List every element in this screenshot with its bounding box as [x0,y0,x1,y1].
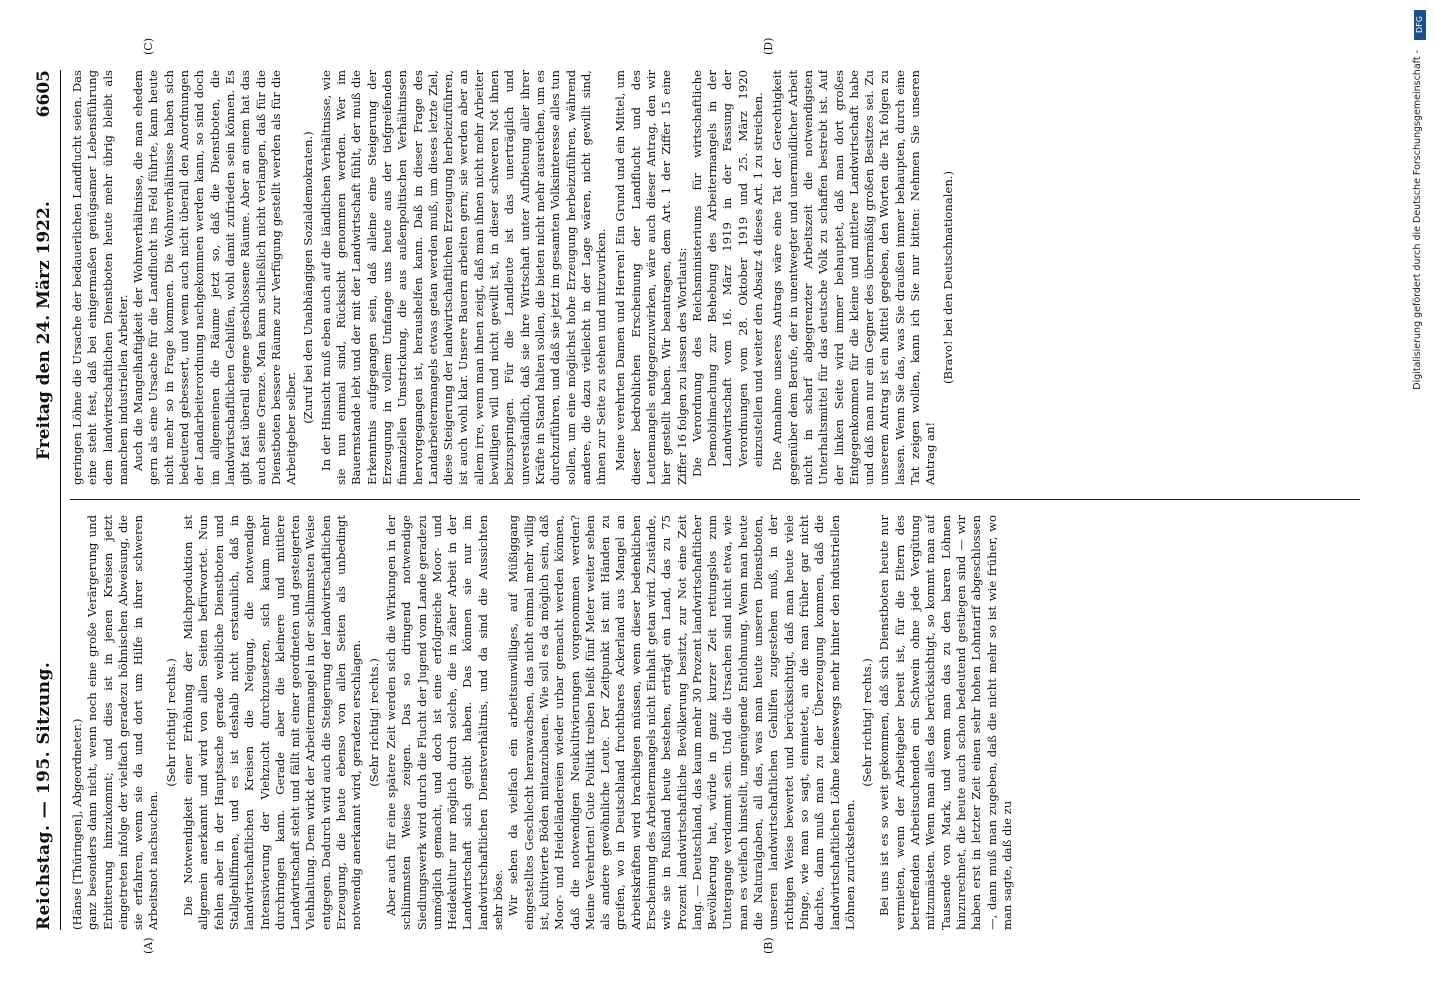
paragraph: Meine verehrten Damen und Herren! Ein Grund und ein Mittel, um dieser bedrohlichen Erscheinung der Landflucht und des Leutemangels entgegenzuwirken, wäre auch dieser Antrag, den wir hier gestellt haben. Wir beantragen, dem Art. 1 der Ziffer 15 eine Ziffer 16 folgen zu lassen des Wortlauts: [613,70,689,485]
row-marker-b: (B) [762,937,775,954]
interjection: (Sehr richtig! rechts.) [366,658,381,787]
interjection: (Bravo! bei den Deutschnationalen.) [940,170,955,385]
digitization-credit [1412,10,1428,990]
paragraph: Bei uns ist es so weit gekommen, daß sich Dienstboten heute nur vermieten, wenn der Arbeitgeber bereit ist, für die Eltern des betreffenden Arbeitsuchenden ein Schwein ohne jede Vergütung mitzumästen. Wenn man alles das berücksichtigt, so kommt man auf Tausende von Mark, und wenn man das zu den baren Löhnen hinzurechnet, die heute auch schon bedeutend gestiegen sind — wir haben erst in letzter Zeit einen sehr hohen Lohntarif abgeschlossen —, dann muß man zugeben, daß die nicht mehr so ist wie früher, wo man sagte, daß die zu [877,515,1014,930]
quoted-motion: Die Verordnung des Reichsministeriums für wirtschaftliche Demobilmachung zur Behebung des Arbeitermangels in der Landwirtschaft vom 16. März 1919 in der Fassung der Verordnungen vom 28. Oktober 1919 und 25. März 1920 einzustellen und weiter den Absatz 4 dieses Art. 1 zu streichen. [689,70,766,477]
row-marker-a: (A) [142,937,155,954]
header-date: Freitag den 24. März 1922. [34,201,54,460]
column-divider [70,499,1360,500]
paragraph: In der Hinsicht muß eben auch auf die ländlichen Verhältnisse, wie sie nun einmal sind, Rücksicht genommen werden. Wer im Bauernstande lebt und der mit der Landwirtschaft fühlt, der muß die Erkenntnis aufgegangen sein, daß alleine eine Steigerung der Erzeugung in vollem Umfange uns heute aus der tiefgreifenden finanziellen Umstrickung, die aus außenpolitischen Verhältnissen hervorgegangen ist, heraushelfen kann. Daß in dieser Frage des Landarbeitermangels etwas getan werden muß, um dieses letzte Ziel, diese Steigerung der landwirtschaftlichen Erzeugung herbeizuführen, ist auch wohl klar. Unsere Bauern arbeiten gern; sie werden aber an allem irre, wenn man ihnen zeigt, daß man ihnen nicht mehr Arbeiter bewilligen will und nicht gewillt ist, in dieser schweren Not ihnen beizuspringen. Für die Landleute ist das unerträglich und unverständlich, daß sie ihre Wirtschaft unter Aufbietung aller ihrer Kräfte in Stand halten sollen, die bieten nicht mehr ausreichen, um es durchzuführen, und daß sie jetzt im gesamten Volksinteresse alles tun sollen, um eine möglichst hohe Erzeugung herbeizuführen, während andere, die dazu vielleicht in der Lage wären, nicht gewillt sind, ihnen zur Seite zu stehen und mitzuwirken. [318,70,609,485]
paragraph: Wir sehen da vielfach ein arbeitsunwilliges, auf Müßiggang eingestelltes Geschlecht heranwachsen, das nicht einmal mehr willig ist, kultivierte Böden mitanzubauen. Wie soll es da möglich sein, daß Moor- und Heideländereien wieder urbar gemacht werden können, daß die notwendigen Neukultivierungen vorgenommen werden? Meine Verehrten! Gute Politik treiben heißt fünf Meter weiter sehen als andere gewöhnliche Leute. Der Zeitpunkt ist mit Händen zu greifen, wo in Deutschland fruchtbares Ackerland aus Mangel an Arbeitskräften wird brachliegen müssen, wenn dieser bedenklichen Erscheinung des Arbeitermangels nicht Einhalt getan wird. Zustände, wie sie in Rußland heute bestehen, erträgt ein Land, das zu 75 Prozent landwirtschaftliche Bevölkerung besitzt, zur Not eine Zeit lang. — Deutschland, das kaum mehr 30 Prozent landwirtschaftlicher Bevölkerung hat, würde in ganz kurzer Zeit rettungslos zum Untergange verdammt sein. Und die Ursachen sind nicht etwa, wie man es vielfach hinstellt, ungenügende Entlohnung. Wenn man heute die Naturalgaben, all das, was man heute unseren Dienstboten, unseren landwirtschaftlichen Gehilfen zugestehen muß, in der richtigen Weise bewertet und berücksichtigt, daß man heute viele Dinge, wie man so sagt, einmietet, an die man früher gar nicht dachte, dann muß man zu der Überzeugung kommen, daß die landwirtschaftlichen Löhne keineswegs mehr hinter den industriellen Löhnen zurückstehen. [506,515,857,930]
speaker-line: (Hänse [Thüringen], Abgeordneter.) [70,718,84,930]
interjection: (Sehr richtig! rechts.) [860,658,875,787]
rotated-page [12,0,1407,1000]
left-column [70,515,1360,930]
paragraph: Die Notwendigkeit einer Erhöhung der Milchproduktion ist allgemein anerkannt und wird von allen Seiten befürwortet. Nun fehlen aber in der Hauptsache gerade weibliche Dienstboten und Stallgehilfinnen, und es ist deshalb nicht erstaunlich, daß in landwirtschaftlichen Kreisen die Neigung, die notwendige Intensivierung der Viehzucht durchzusetzen, sich kaum mehr durchringen kann. Gerade aber die kleinere und mittlere Landwirtschaft steht und fällt mit einer geordneten und gesteigerten Viehhaltung. Dem wirkt der Arbeitermangel in der schlimmsten Weise entgegen. Dadurch wird auch die Steigerung der landwirtschaftlichen Erzeugung, die heute ebenso von allen Seiten als unbedingt notwendig anerkannt wird, geradezu erschlagen. [181,515,364,930]
page-number: 6605 [34,70,54,118]
paragraph: Auch die Mangelhaftigkeit der Wohnverhältnisse, die man ehedem gern als eine Ursache für die Landflucht ins Feld führte, kann heute nicht mehr so in Frage kommen. Die Wohnverhältnisse haben sich bedeutend gebessert, und wenn auch nicht überall den Anordnungen der Landarbeiterordnung nachgekommen werden kann, so sind doch im allgemeinen die Räume jetzt so, daß die Dienstboten, die landwirtschaftlichen Gehilfen, wohl damit zufrieden sein können. Es gibt fast überall eigene geschlossene Räume. Aber an einem hat das auch seine Grenze. Man kann schließlich nicht verlangen, daß für die Dienstboten bessere Räume zur Verfügung gestellt werden als für die Arbeitgeber selber. [131,70,299,485]
dfg-logo: DFG [1414,10,1426,40]
right-column [70,70,1360,485]
interjection: (Sehr richtig! rechts.) [163,658,178,787]
page-header [34,70,61,930]
paragraph: Die Annahme unseres Antrags wäre eine Tat der Gerechtigkeit gegenüber dem Berufe, der in unentwegter und unermüdlicher Arbeit nicht in scharf abgegrenzter Arbeitszeit die notwendigsten Unterhaltsmittel für das deutsche Volk zu schaffen bestrebt ist. Auf der linken Seite wird immer behauptet, daß man dort großes Entgegenkommen für die kleine und mittlere Landwirtschaft habe und daß man nur ein Gegner des übermäßig großen Besitzes sei. Zu unserem Antrag ist ein Mittel gegeben, den Worten die Tat folgen zu lassen. Wenn Sie das, was Sie draußen immer behaupten, durch eine Tat zeigen wollen, kann ich Sie nur bitten: Nehmen Sie unseren Antrag an! [770,70,938,485]
credit-text: Digitalisierung gefördert durch die Deutsche Forschungsgemeinschaft - [1412,50,1423,390]
interjection: (Zuruf bei den Unabhängigen Sozialdemokraten.) [301,131,316,424]
paragraph: Aber auch für eine spätere Zeit werden sich die Wirkungen in der schlimmsten Weise zeigen. Das so dringend notwendige Siedlungswerk wird durch die Flucht der Jugend vom Lande geradezu unmöglich gemacht, und doch ist eine erfolgreiche Moor- und Heidekultur nur möglich durch solche, die in zäher Arbeit in der Landwirtschaft sich geübt haben. Das können sie nur im landwirtschaftlichen Dienstverhältnis, und da sind die Aussichten sehr böse. [383,515,506,930]
header-session: Reichstag. — 195. Sitzung. [34,661,54,930]
paragraph: geringen Löhne die Ursache der bedauerlichen Landflucht seien. Das eine steht fest, daß bei einigermaßen genügsamer Lebensführung dem landwirtschaftlichen Dienstboten heute mehr übrig bleibt als manchem industriellen Arbeiter. [70,70,130,485]
row-marker-d: (D) [762,37,775,55]
row-marker-c: (C) [142,38,155,55]
paragraph: ganz besonders dann nicht, wenn noch eine große Verärgerung und Erbitterung hinzukommt; und dies ist in jenen Kreisen jetzt eingetreten infolge der vielfach geradezu höhnischen Abweisung, die sie erfahren, wenn sie da und dort um Hilfe in ihrer schweren Arbeitsnot nachsuchen. [85,515,161,930]
